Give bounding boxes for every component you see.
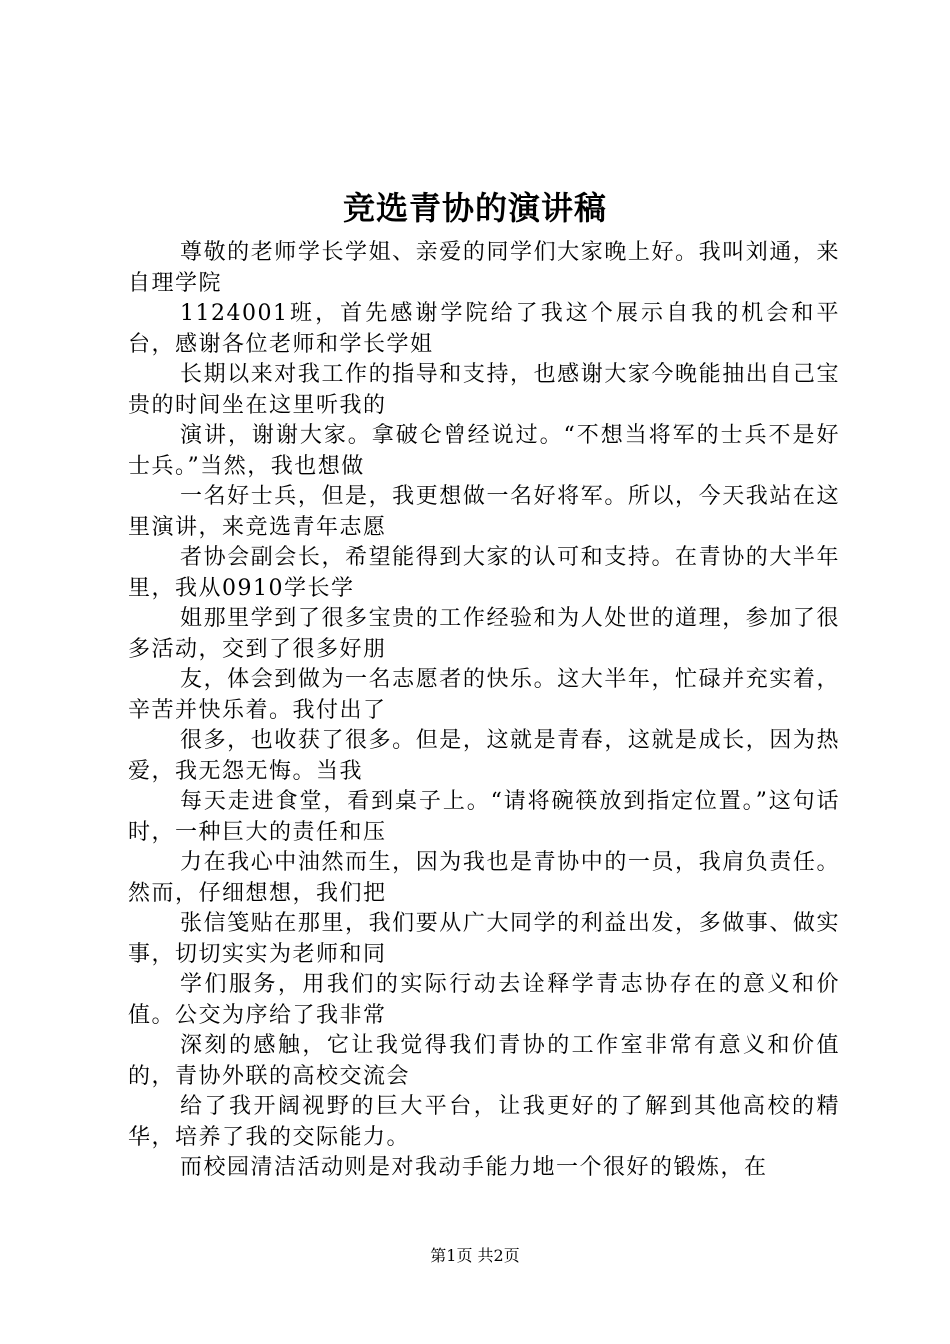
paragraph: 一名好士兵，但是，我更想做一名好将军。所以，今天我站在这里演讲，来竞选青年志愿	[128, 484, 840, 540]
paragraph: 而校园清洁活动则是对我动手能力地一个很好的锻炼，在	[180, 1155, 768, 1180]
paragraph: 者协会副会长，希望能得到大家的认可和支持。在青协的大半年里，我从0910学长学	[128, 545, 840, 601]
paragraph: 力在我心中油然而生，因为我也是青协中的一员，我肩负责任。然而，仔细想想，我们把	[128, 850, 840, 906]
paragraph: 张信笺贴在那里，我们要从广大同学的利益出发，多做事、做实事，切切实实为老师和同	[128, 911, 840, 967]
paragraph: 姐那里学到了很多宝贵的工作经验和为人处世的道理，参加了很多活动，交到了很多好朋	[128, 606, 840, 662]
paragraph: 给了我开阔视野的巨大平台，让我更好的了解到其他高校的精华，培养了我的交际能力。	[128, 1094, 840, 1150]
paragraph: 1124001班，首先感谢学院给了我这个展示自我的机会和平台，感谢各位老师和学长学姐	[128, 301, 840, 357]
document-body	[128, 238, 840, 1184]
paragraph: 友，体会到做为一名志愿者的快乐。这大半年，忙碌并充实着，辛苦并快乐着。我付出了	[128, 667, 840, 723]
paragraph: 长期以来对我工作的指导和支持，也感谢大家今晚能抽出自己宝贵的时间坐在这里听我的	[128, 362, 840, 418]
paragraph: 每天走进食堂，看到桌子上。“请将碗筷放到指定位置。”这句话时，一种巨大的责任和压	[128, 789, 840, 845]
paragraph: 学们服务，用我们的实际行动去诠释学青志协存在的意义和价值。公交为序给了我非常	[128, 972, 840, 1028]
paragraph: 很多，也收获了很多。但是，这就是青春，这就是成长，因为热爱，我无怨无悔。当我	[128, 728, 840, 784]
document-title: 竞选青协的演讲稿	[342, 189, 607, 227]
paragraph: 演讲，谢谢大家。拿破仑曾经说过。“不想当将军的士兵不是好士兵。”当然，我也想做	[128, 423, 840, 479]
paragraph: 尊敬的老师学长学姐、亲爱的同学们大家晚上好。我叫刘通，来自理学院	[128, 240, 840, 296]
paragraph: 深刻的感触，它让我觉得我们青协的工作室非常有意义和价值的，青协外联的高校交流会	[128, 1033, 840, 1089]
page-number-footer: 第1页 共2页	[430, 1246, 520, 1265]
